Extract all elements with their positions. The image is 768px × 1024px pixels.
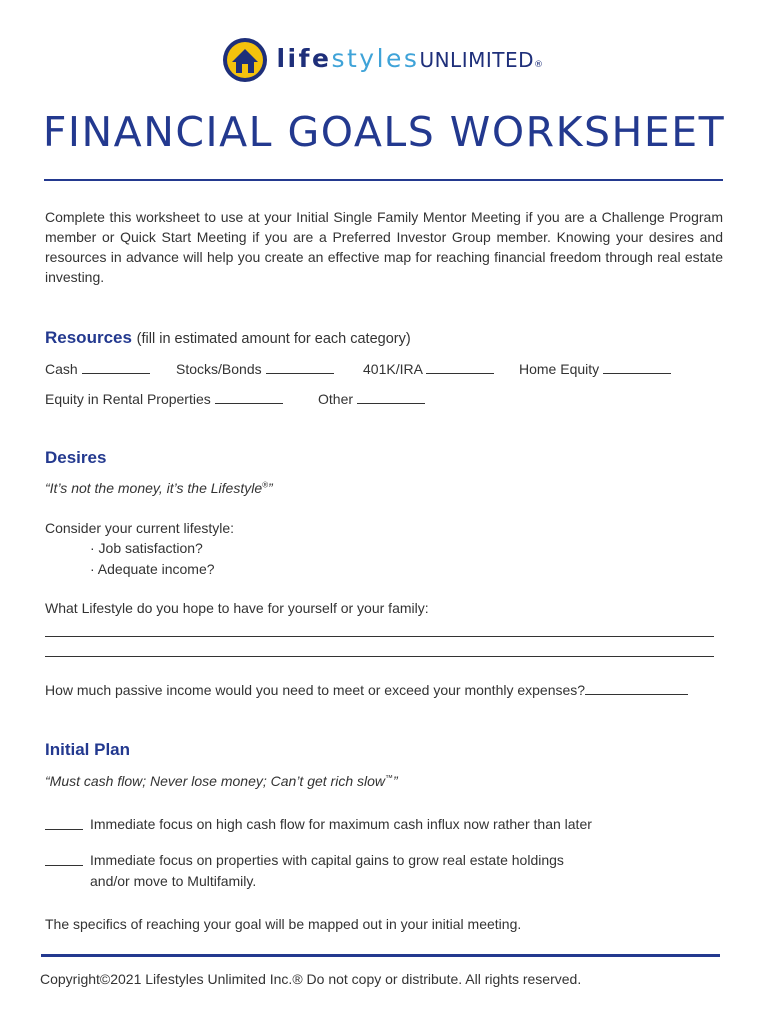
option-cash-flow-label: Immediate focus on high cash flow for maximum cash influx now rather than later bbox=[90, 816, 592, 832]
other-field[interactable]: Other bbox=[318, 390, 425, 407]
closing-text: The specifics of reaching your goal will be mapped out in your initial meeting. bbox=[45, 916, 522, 932]
401k-ira-field[interactable]: 401K/IRA bbox=[363, 360, 494, 377]
passive-income-question[interactable]: How much passive income would you need to meet or exceed your monthly expenses? bbox=[45, 681, 688, 698]
bullet-adequate-income: · Adequate income? bbox=[90, 561, 215, 577]
lifestyle-question: What Lifestyle do you hope to have for yourself or your family: bbox=[45, 600, 429, 616]
initial-plan-heading: Initial Plan bbox=[45, 740, 131, 759]
page-title: FINANCIAL GOALS WORKSHEET bbox=[42, 108, 726, 156]
option-capital-gains-label: Immediate focus on properties with capital gains to grow real estate holdings bbox=[90, 852, 564, 868]
option-cash-flow-blank bbox=[45, 816, 83, 830]
consider-text: Consider your current lifestyle: bbox=[45, 520, 235, 536]
copyright-footer: Copyright©2021 Lifestyles Unlimited Inc.® Do not copy or distribute. All rights reserved. bbox=[40, 971, 582, 987]
title-divider bbox=[44, 179, 723, 181]
option-capital-gains[interactable] bbox=[45, 852, 83, 869]
intro-paragraph: Complete this worksheet to use at your Initial Single Family Mentor Meeting if you are a Challenge Program member or Quick Start Meeting if you are a Preferred Investor Group member. Knowing your desires and resources in advance will help you create an effective map for reaching financial freedom through real estate investing. bbox=[45, 209, 723, 285]
footer-divider bbox=[41, 954, 720, 957]
brand-logo bbox=[0, 36, 768, 84]
desires-heading: Desires bbox=[45, 448, 107, 467]
option-capital-gains-label-2: and/or move to Multifamily. bbox=[90, 873, 257, 889]
rental-equity-field[interactable]: Equity in Rental Properties bbox=[45, 390, 283, 407]
desires-quote: “It’s not the money, it’s the Lifestyle®” bbox=[45, 480, 273, 496]
resources-note: (fill in estimated amount for each category) bbox=[136, 331, 411, 347]
plan-quote: “Must cash flow; Never lose money; Can’t get rich slow™” bbox=[45, 773, 398, 789]
bullet-job-satisfaction: · Job satisfaction? bbox=[90, 540, 203, 556]
home-equity-field[interactable]: Home Equity bbox=[519, 360, 671, 377]
stocks-bonds-field[interactable]: Stocks/Bonds bbox=[176, 360, 334, 377]
lifestyle-answer-line-1[interactable] bbox=[45, 636, 714, 637]
lifestyle-answer-line-2[interactable] bbox=[45, 656, 714, 657]
brand-wordmark: lifestylesUNLIMITED® bbox=[276, 44, 546, 73]
option-cash-flow[interactable] bbox=[45, 816, 83, 833]
resources-heading: Resources (fill in estimated amount for each category) bbox=[45, 328, 411, 347]
cash-field[interactable]: Cash bbox=[45, 360, 150, 377]
option-capital-gains-blank bbox=[45, 852, 83, 866]
house-logo-icon bbox=[222, 37, 268, 83]
